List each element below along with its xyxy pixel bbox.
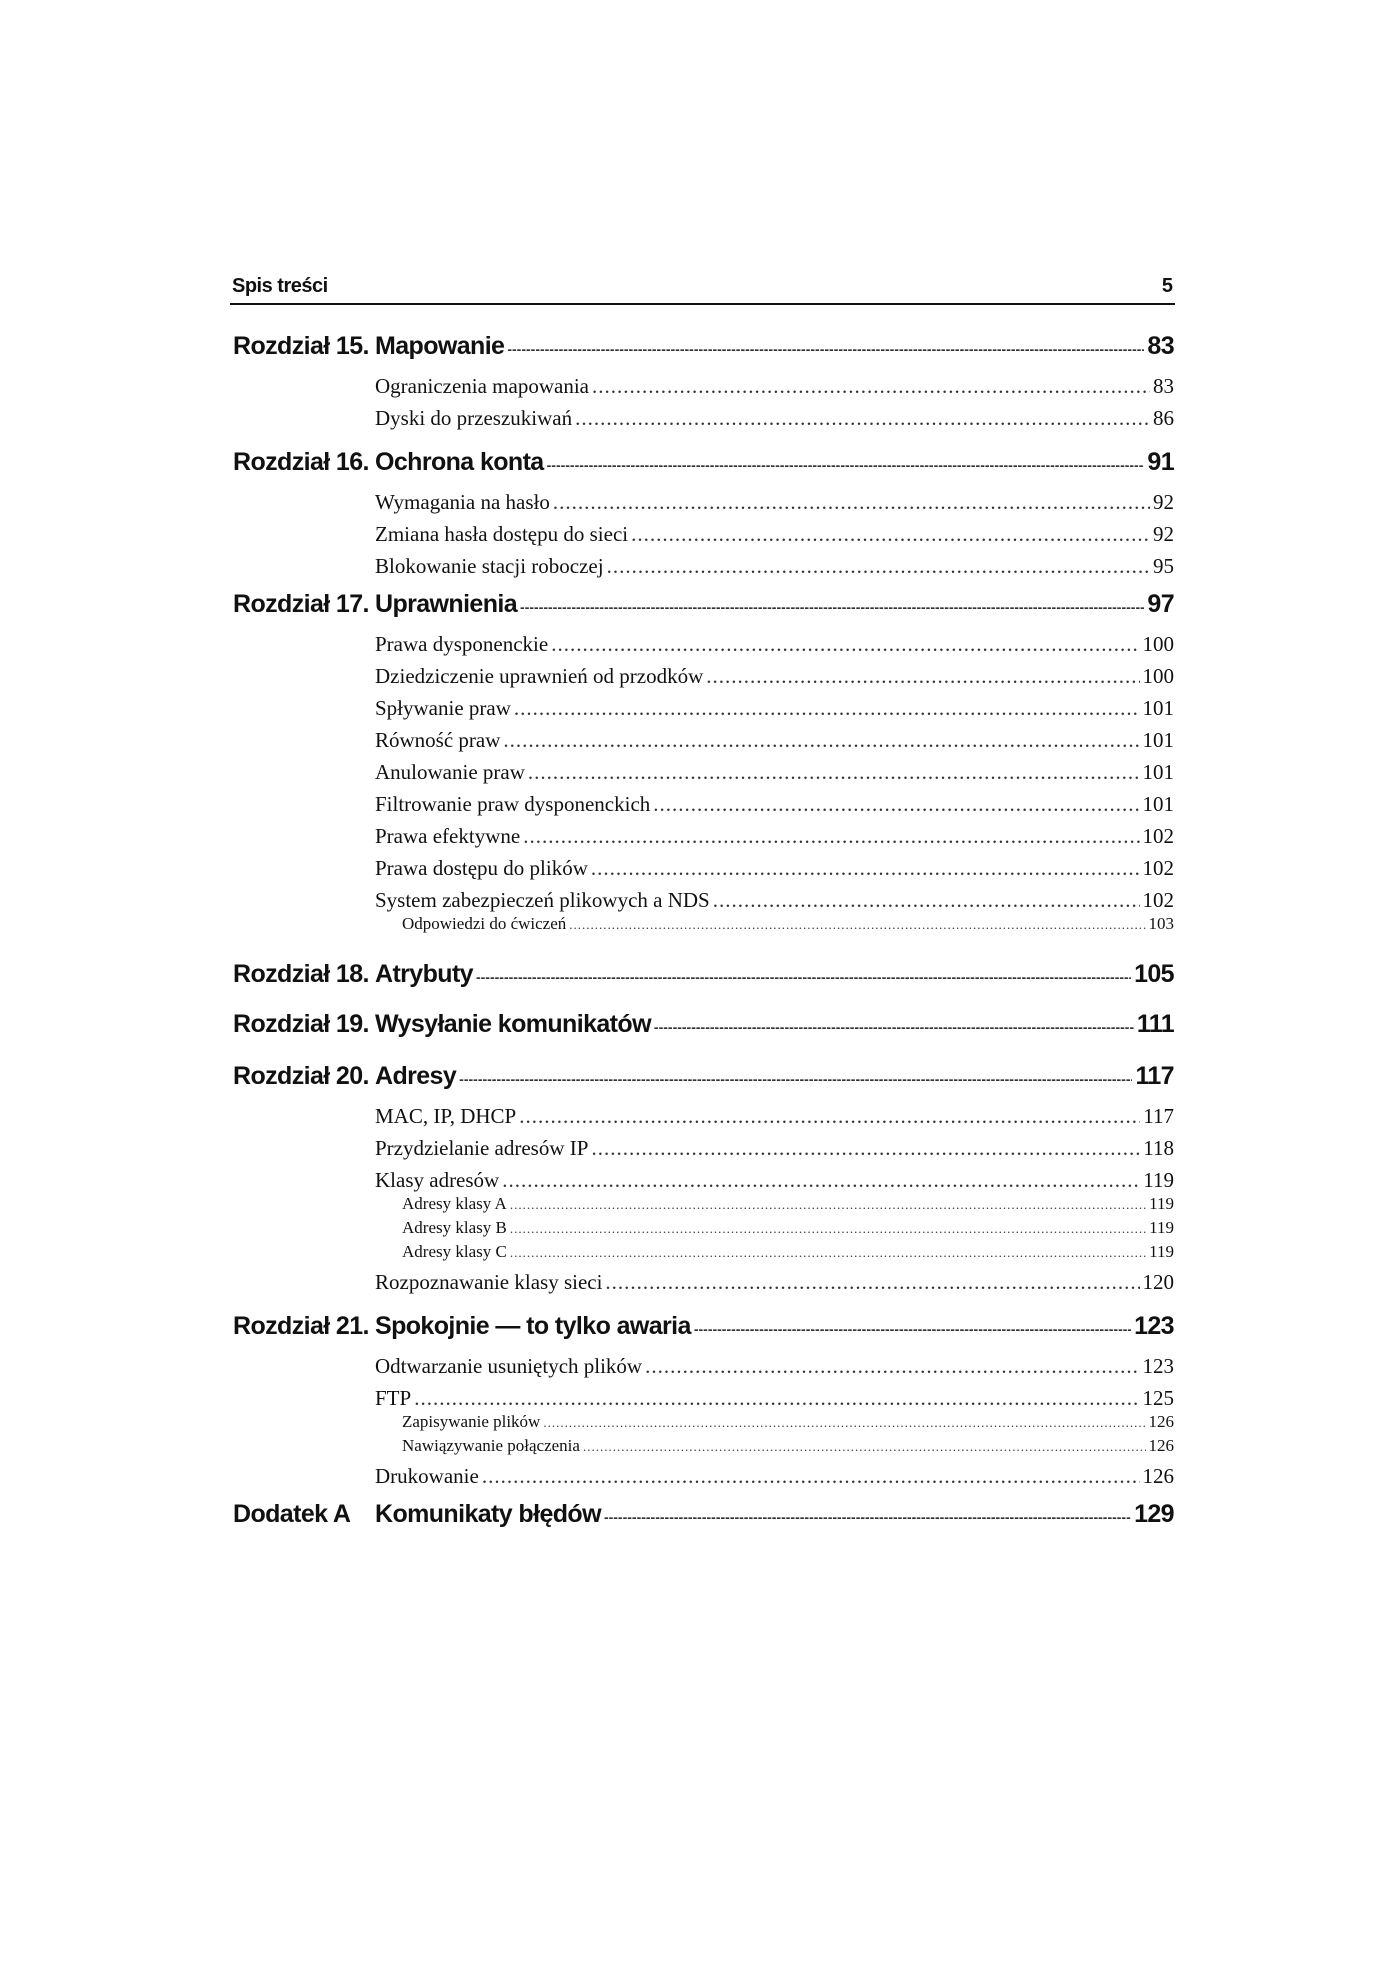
section-title: Wymagania na hasło xyxy=(375,490,550,514)
chapter-page: 97 xyxy=(1147,590,1174,618)
section-title: Adresy klasy C xyxy=(402,1242,507,1261)
toc-section[interactable] xyxy=(375,888,1174,913)
toc-section[interactable] xyxy=(375,632,1174,657)
section-page: 92 xyxy=(1153,522,1174,546)
section-title: Zapisywanie plików xyxy=(402,1412,541,1431)
dot-leader xyxy=(547,458,1145,472)
section-page: 102 xyxy=(1142,888,1174,912)
chapter-title: Komunikaty błędów xyxy=(375,1500,601,1528)
dot-leader xyxy=(631,524,1150,545)
dot-leader xyxy=(510,1198,1146,1211)
dot-leader xyxy=(645,1356,1139,1377)
page-header xyxy=(230,271,1175,305)
dot-leader xyxy=(523,826,1139,847)
dot-leader xyxy=(482,1466,1140,1487)
chapter-page: 123 xyxy=(1134,1312,1174,1340)
section-title: Filtrowanie praw dysponenckich xyxy=(375,792,651,816)
section-page: 101 xyxy=(1142,792,1174,816)
chapter-page: 105 xyxy=(1134,960,1174,988)
dot-leader xyxy=(459,1072,1132,1086)
chapter-page: 111 xyxy=(1136,1010,1174,1038)
dot-leader xyxy=(706,666,1139,687)
toc-section[interactable] xyxy=(375,696,1174,721)
dot-leader xyxy=(575,408,1150,429)
section-page: 100 xyxy=(1142,664,1174,688)
chapter-entry[interactable] xyxy=(375,1010,1174,1039)
chapter-label: Rozdział 18. xyxy=(233,960,369,988)
section-title: Blokowanie stacji roboczej xyxy=(375,554,604,578)
dot-leader xyxy=(543,1416,1145,1429)
section-page: 101 xyxy=(1142,728,1174,752)
dot-leader xyxy=(713,890,1140,911)
toc-subsection[interactable] xyxy=(402,914,1174,934)
section-title: Zmiana hasła dostępu do sieci xyxy=(375,522,629,546)
toc-section[interactable] xyxy=(375,1270,1174,1295)
toc-section[interactable] xyxy=(375,856,1174,881)
toc-section[interactable] xyxy=(375,728,1174,753)
toc-section[interactable] xyxy=(375,824,1174,849)
section-title: System zabezpieczeń plikowych a NDS xyxy=(375,888,710,912)
toc-section[interactable] xyxy=(375,792,1174,817)
section-title: MAC, IP, DHCP xyxy=(375,1104,517,1128)
chapter-page: 129 xyxy=(1134,1500,1174,1528)
section-page: 125 xyxy=(1142,1386,1174,1410)
section-page: 117 xyxy=(1143,1104,1174,1128)
section-page: 126 xyxy=(1148,1412,1174,1431)
section-page: 102 xyxy=(1142,824,1174,848)
chapter-page: 91 xyxy=(1147,448,1174,476)
section-title: Drukowanie xyxy=(375,1464,479,1488)
chapter-entry[interactable] xyxy=(375,590,1174,619)
dot-leader xyxy=(592,376,1150,397)
dot-leader xyxy=(510,1222,1146,1235)
section-title: Ograniczenia mapowania xyxy=(375,374,589,398)
chapter-title: Ochrona konta xyxy=(375,448,544,476)
chapter-entry[interactable] xyxy=(375,1062,1174,1091)
dot-leader xyxy=(653,794,1139,815)
section-page: 100 xyxy=(1142,632,1174,656)
dot-leader xyxy=(569,918,1145,931)
section-title: Prawa dysponenckie xyxy=(375,632,549,656)
dot-leader xyxy=(510,1246,1146,1259)
section-title: Rozpoznawanie klasy sieci xyxy=(375,1270,603,1294)
dot-leader xyxy=(591,1138,1140,1159)
chapter-entry[interactable] xyxy=(375,332,1174,361)
toc-section[interactable] xyxy=(375,522,1174,547)
section-title: Klasy adresów xyxy=(375,1168,500,1192)
section-page: 103 xyxy=(1148,914,1174,933)
chapter-entry[interactable] xyxy=(375,1500,1174,1529)
dot-leader xyxy=(607,556,1150,577)
chapter-label: Rozdział 17. xyxy=(233,590,369,618)
dot-leader xyxy=(520,600,1144,614)
toc-section[interactable] xyxy=(375,1464,1174,1489)
toc-section[interactable] xyxy=(375,1104,1174,1129)
toc-subsection[interactable] xyxy=(402,1194,1174,1214)
toc-subsection[interactable] xyxy=(402,1242,1174,1262)
section-title: FTP xyxy=(375,1386,412,1410)
section-page: 119 xyxy=(1149,1218,1174,1237)
section-page: 119 xyxy=(1149,1242,1174,1261)
toc-section[interactable] xyxy=(375,1386,1174,1411)
dot-leader xyxy=(654,1020,1134,1034)
chapter-label: Rozdział 21. xyxy=(233,1312,369,1340)
section-title: Adresy klasy A xyxy=(402,1194,507,1213)
dot-leader xyxy=(551,634,1139,655)
chapter-page: 83 xyxy=(1147,332,1174,360)
toc-section[interactable] xyxy=(375,1354,1174,1379)
toc-section[interactable] xyxy=(375,374,1174,399)
section-page: 92 xyxy=(1153,490,1174,514)
toc-section[interactable] xyxy=(375,406,1174,431)
section-page: 101 xyxy=(1142,760,1174,784)
dot-leader xyxy=(553,492,1150,513)
section-title: Adresy klasy B xyxy=(402,1218,507,1237)
toc-subsection[interactable] xyxy=(402,1436,1174,1456)
toc-subsection[interactable] xyxy=(402,1218,1174,1238)
section-page: 102 xyxy=(1142,856,1174,880)
chapter-entry[interactable] xyxy=(375,1312,1174,1341)
section-title: Odtwarzanie usuniętych plików xyxy=(375,1354,643,1378)
section-title: Dziedziczenie uprawnień od przodków xyxy=(375,664,704,688)
dot-leader xyxy=(604,1510,1131,1524)
chapter-title: Atrybuty xyxy=(375,960,473,988)
section-page: 126 xyxy=(1142,1464,1174,1488)
section-page: 83 xyxy=(1153,374,1174,398)
dot-leader xyxy=(503,730,1139,751)
section-page: 101 xyxy=(1142,696,1174,720)
dot-leader xyxy=(476,970,1131,984)
section-page: 119 xyxy=(1143,1168,1174,1192)
chapter-label: Rozdział 20. xyxy=(233,1062,369,1090)
section-title: Równość praw xyxy=(375,728,501,752)
toc-section[interactable] xyxy=(375,1168,1174,1193)
section-title: Spływanie praw xyxy=(375,696,511,720)
section-title: Nawiązywanie połączenia xyxy=(402,1436,580,1455)
dot-leader xyxy=(605,1272,1139,1293)
chapter-title: Spokojnie — to tylko awaria xyxy=(375,1312,691,1340)
chapter-title: Wysyłanie komunikatów xyxy=(375,1010,651,1038)
section-title: Anulowanie praw xyxy=(375,760,525,784)
section-page: 86 xyxy=(1153,406,1174,430)
toc-section[interactable] xyxy=(375,1136,1174,1161)
chapter-title: Adresy xyxy=(375,1062,457,1090)
chapter-title: Mapowanie xyxy=(375,332,505,360)
section-title: Prawa efektywne xyxy=(375,824,521,848)
chapter-label: Rozdział 19. xyxy=(233,1010,369,1038)
chapter-title: Uprawnienia xyxy=(375,590,518,618)
section-title: Dyski do przeszukiwań xyxy=(375,406,573,430)
section-title: Przydzielanie adresów IP xyxy=(375,1136,589,1160)
section-page: 118 xyxy=(1143,1136,1174,1160)
chapter-page: 117 xyxy=(1135,1062,1174,1090)
section-title: Odpowiedzi do ćwiczeń xyxy=(402,914,567,933)
toc-section[interactable] xyxy=(375,760,1174,785)
toc-section[interactable] xyxy=(375,554,1174,579)
chapter-entry[interactable] xyxy=(375,448,1174,477)
section-title: Prawa dostępu do plików xyxy=(375,856,588,880)
dot-leader xyxy=(591,858,1140,879)
dot-leader xyxy=(519,1106,1140,1127)
section-page: 126 xyxy=(1148,1436,1174,1455)
dot-leader xyxy=(414,1388,1139,1409)
chapter-label: Rozdział 15. xyxy=(233,332,369,360)
toc-section[interactable] xyxy=(375,664,1174,689)
section-page: 95 xyxy=(1153,554,1174,578)
chapter-entry[interactable] xyxy=(375,960,1174,989)
section-page: 123 xyxy=(1142,1354,1174,1378)
chapter-label: Dodatek A xyxy=(233,1500,351,1528)
dot-leader xyxy=(514,698,1140,719)
dot-leader xyxy=(694,1322,1131,1336)
section-page: 120 xyxy=(1142,1270,1174,1294)
section-page: 119 xyxy=(1149,1194,1174,1213)
dot-leader xyxy=(528,762,1140,783)
toc-section[interactable] xyxy=(375,490,1174,515)
dot-leader xyxy=(507,342,1144,356)
page-number: 5 xyxy=(1161,275,1173,297)
toc-subsection[interactable] xyxy=(402,1412,1174,1432)
dot-leader xyxy=(583,1440,1146,1453)
dot-leader xyxy=(502,1170,1140,1191)
running-title: Spis treści xyxy=(232,275,328,297)
chapter-label: Rozdział 16. xyxy=(233,448,369,476)
